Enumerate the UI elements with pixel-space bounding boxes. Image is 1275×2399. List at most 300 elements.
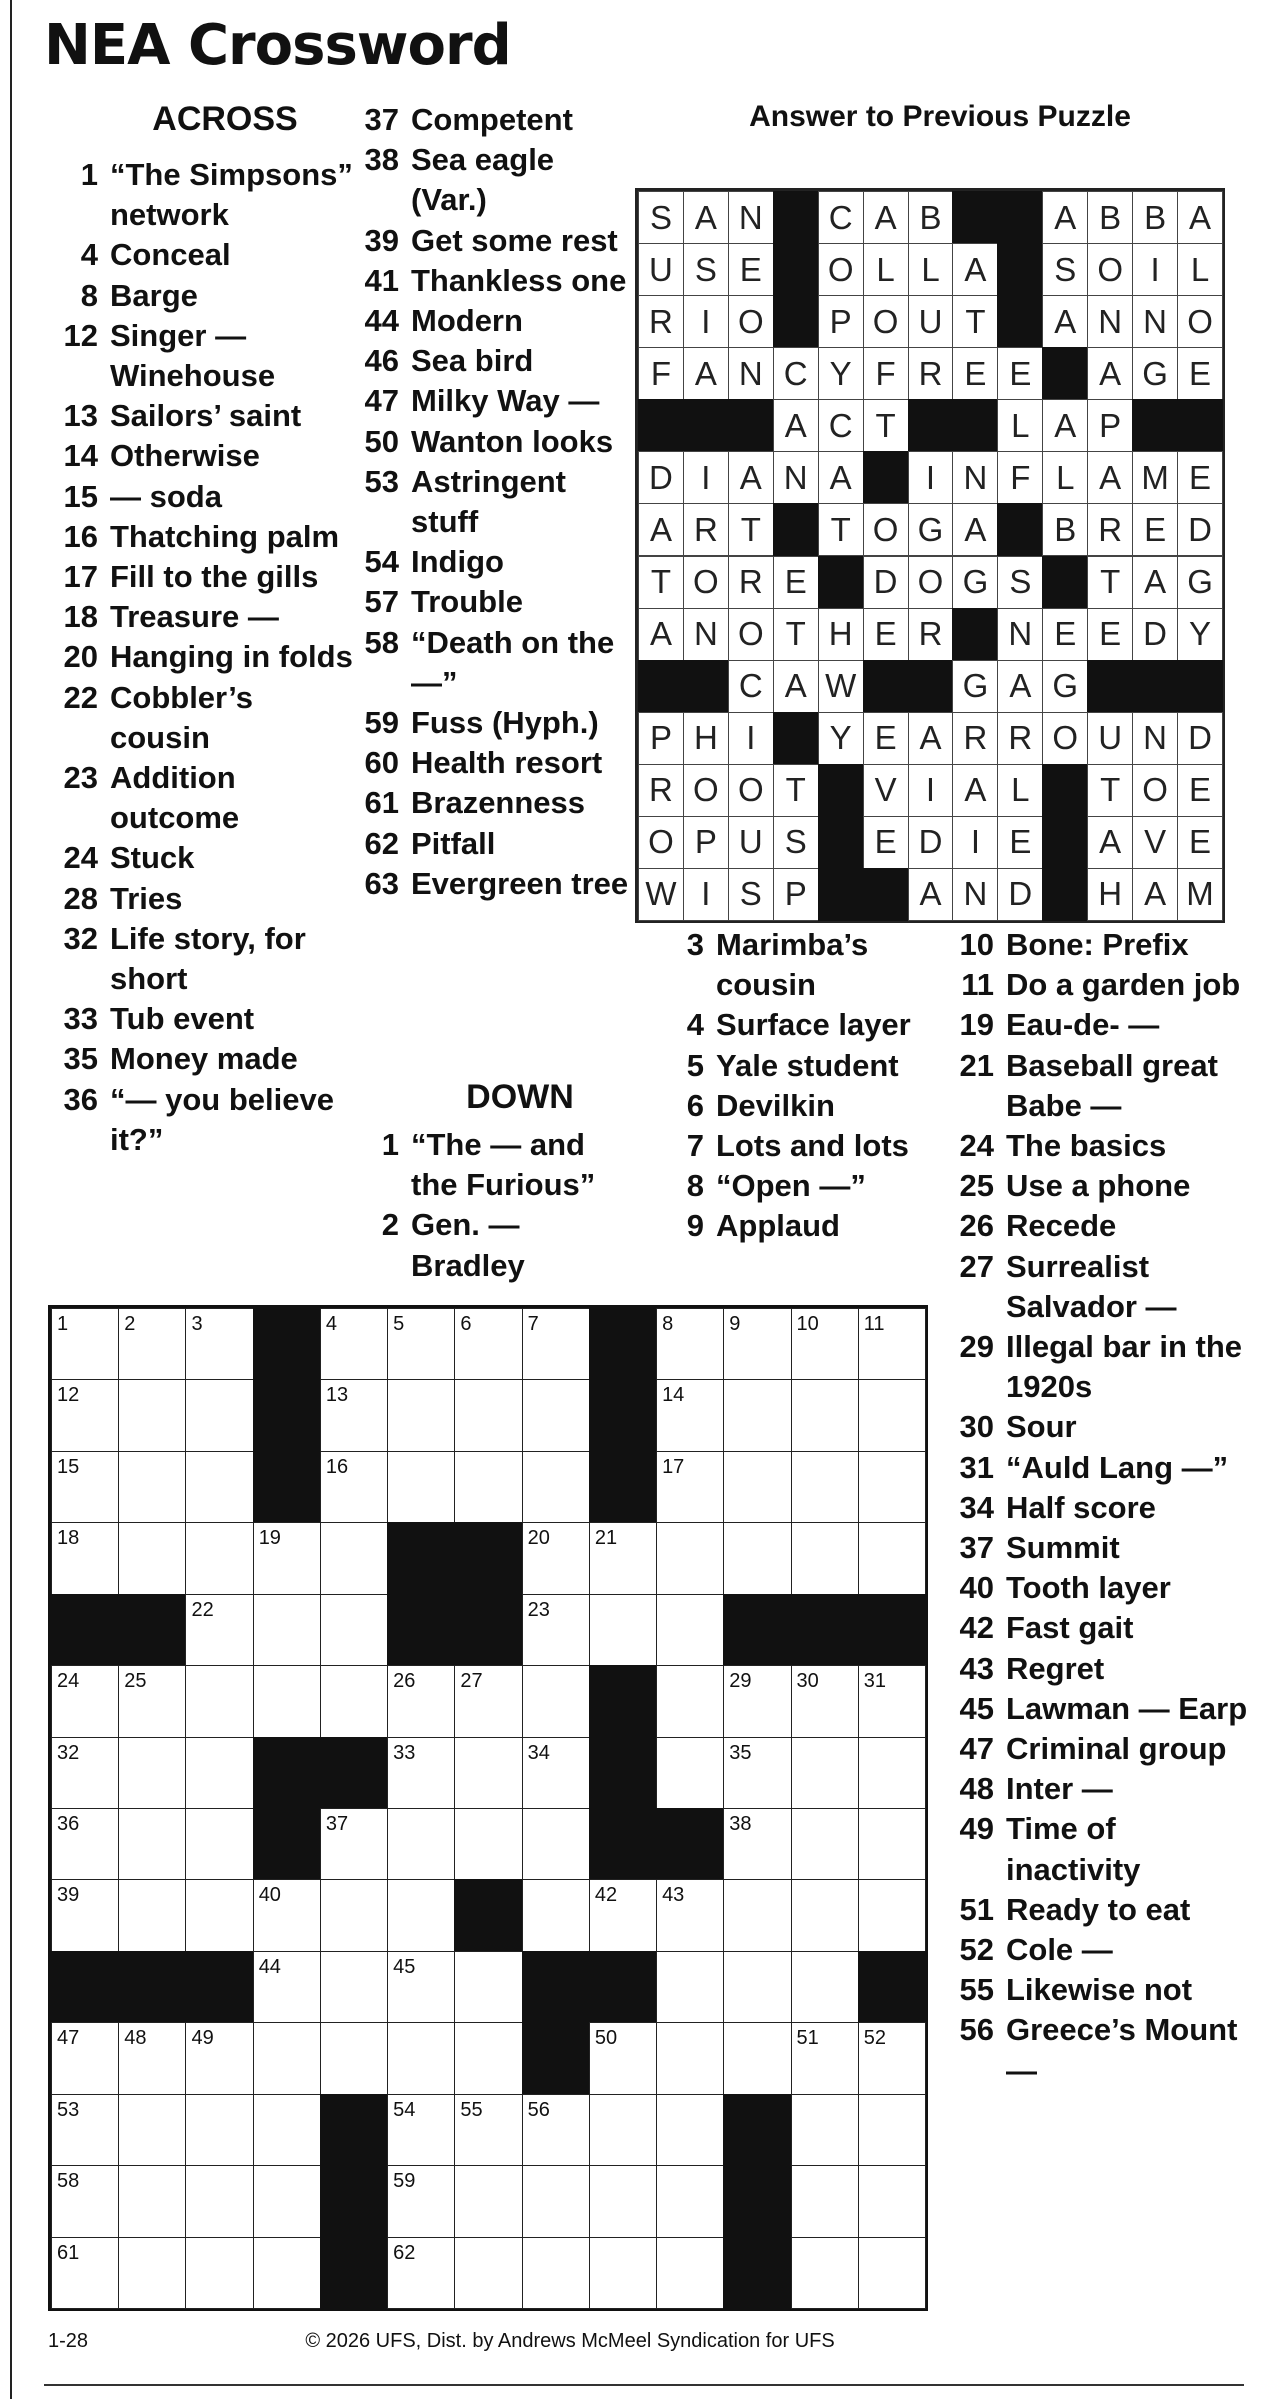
grid-cell[interactable] xyxy=(723,1308,791,1380)
grid-cell[interactable] xyxy=(185,1522,253,1594)
answer-letter-cell: L xyxy=(1177,243,1223,296)
grid-cell[interactable] xyxy=(723,1951,791,2023)
grid-cell[interactable] xyxy=(858,2022,926,2094)
grid-cell[interactable] xyxy=(118,2165,186,2237)
grid-cell[interactable] xyxy=(589,2237,657,2309)
clue-number: 32 xyxy=(63,920,98,956)
down-clue-5 xyxy=(660,1046,960,1086)
answer-letter-cell: A xyxy=(773,399,819,452)
grid-cell[interactable] xyxy=(185,1594,253,1666)
grid-cell[interactable] xyxy=(656,1879,724,1951)
clue-number: 20 xyxy=(63,639,98,675)
answer-letter-cell: I xyxy=(728,712,774,765)
grid-cell[interactable] xyxy=(253,2237,321,2309)
grid-block-cell xyxy=(320,1737,388,1809)
grid-cell[interactable] xyxy=(387,1879,455,1951)
grid-cell[interactable] xyxy=(454,1379,522,1451)
grid-cell[interactable] xyxy=(656,1951,724,2023)
answer-letter-cell: B xyxy=(1132,191,1178,244)
grid-cell[interactable] xyxy=(185,2094,253,2166)
answer-letter-cell: O xyxy=(638,816,684,869)
clue-number: 9 xyxy=(686,1208,704,1244)
answer-block-cell xyxy=(773,503,819,556)
cell-number: 27 xyxy=(460,1670,483,1693)
answer-letter-cell: E xyxy=(997,816,1043,869)
clue-text: “Death on the —” xyxy=(411,624,615,700)
grid-block-cell xyxy=(723,1594,791,1666)
clue-text: Marimba’s cousin xyxy=(716,927,869,1003)
grid-block-cell xyxy=(253,1737,321,1809)
cell-number: 39 xyxy=(57,1884,80,1907)
grid-cell[interactable] xyxy=(723,1879,791,1951)
down-clues-col3 xyxy=(950,925,1255,2091)
grid-cell[interactable] xyxy=(118,1665,186,1737)
answer-letter-cell: G xyxy=(1132,347,1178,400)
clue-number: 44 xyxy=(364,303,399,339)
down-clue-1 xyxy=(355,1125,635,1205)
grid-cell[interactable] xyxy=(118,1522,186,1594)
clue-text: Astringent stuff xyxy=(411,463,566,540)
grid-cell[interactable] xyxy=(723,1379,791,1451)
grid-cell[interactable] xyxy=(118,1308,186,1380)
grid-cell[interactable] xyxy=(723,1522,791,1594)
grid-cell[interactable] xyxy=(589,2094,657,2166)
answer-block-cell xyxy=(1042,347,1088,400)
clue-number: 47 xyxy=(364,383,399,419)
answer-letter-cell: E xyxy=(863,608,909,661)
grid-cell[interactable] xyxy=(858,1379,926,1451)
grid-cell[interactable] xyxy=(387,2094,455,2166)
grid-cell[interactable] xyxy=(791,1665,859,1737)
clue-number: 33 xyxy=(63,1001,98,1037)
clue-number: 38 xyxy=(364,142,399,178)
grid-cell[interactable] xyxy=(454,2022,522,2094)
answer-letter-cell: M xyxy=(1132,451,1178,504)
grid-cell[interactable] xyxy=(51,2165,119,2237)
grid-cell[interactable] xyxy=(656,1379,724,1451)
answer-letter-cell: G xyxy=(1177,556,1223,609)
answer-letter-cell: F xyxy=(863,347,909,400)
grid-cell[interactable] xyxy=(51,1308,119,1380)
grid-cell[interactable] xyxy=(791,1737,859,1809)
grid-cell[interactable] xyxy=(387,1379,455,1451)
grid-cell[interactable] xyxy=(791,2237,859,2309)
grid-cell[interactable] xyxy=(656,2094,724,2166)
grid-cell[interactable] xyxy=(858,1665,926,1737)
cell-number: 14 xyxy=(662,1384,685,1407)
answer-block-cell xyxy=(773,712,819,765)
grid-cell[interactable] xyxy=(454,1451,522,1523)
answer-letter-cell: R xyxy=(908,347,954,400)
grid-block-cell xyxy=(253,1308,321,1380)
grid-cell[interactable] xyxy=(51,2237,119,2309)
clue-number: 51 xyxy=(959,1891,994,1927)
down-clues-col2 xyxy=(660,925,960,1247)
grid-block-cell xyxy=(185,1951,253,2023)
answer-block-cell xyxy=(997,503,1043,556)
clue-number: 34 xyxy=(959,1489,994,1525)
across-clue-12 xyxy=(54,316,354,396)
grid-cell[interactable] xyxy=(723,2022,791,2094)
grid-cell[interactable] xyxy=(791,2165,859,2237)
grid-cell[interactable] xyxy=(320,1451,388,1523)
across-clue-14 xyxy=(54,436,354,476)
grid-cell[interactable] xyxy=(858,1879,926,1951)
grid-cell[interactable] xyxy=(51,1522,119,1594)
clue-text: Evergreen tree xyxy=(411,865,629,901)
answer-letter-cell: D xyxy=(1177,503,1223,556)
cell-number: 1 xyxy=(57,1313,69,1335)
grid-cell[interactable] xyxy=(791,1379,859,1451)
grid-cell[interactable] xyxy=(454,1737,522,1809)
answer-letter-cell: H xyxy=(1087,868,1133,921)
grid-cell[interactable] xyxy=(656,1665,724,1737)
grid-cell[interactable] xyxy=(723,1451,791,1523)
grid-cell[interactable] xyxy=(185,1808,253,1880)
grid-cell[interactable] xyxy=(118,1879,186,1951)
clue-text: Baseball great Babe — xyxy=(1006,1047,1218,1123)
grid-cell[interactable] xyxy=(791,1951,859,2023)
grid-cell[interactable] xyxy=(522,1451,590,1523)
grid-block-cell xyxy=(320,2094,388,2166)
clue-text: Inter — xyxy=(1006,1771,1113,1807)
grid-block-cell xyxy=(118,1951,186,2023)
grid-cell[interactable] xyxy=(454,1808,522,1880)
grid-cell[interactable] xyxy=(858,1522,926,1594)
grid-cell[interactable] xyxy=(185,2165,253,2237)
answer-letter-cell: G xyxy=(1042,660,1088,713)
answer-block-cell xyxy=(683,399,729,452)
clue-text: Life story, for short xyxy=(110,920,306,997)
answer-letter-cell: T xyxy=(1087,556,1133,609)
answer-letter-cell: A xyxy=(683,191,729,244)
grid-cell[interactable] xyxy=(118,2094,186,2166)
cell-number: 6 xyxy=(460,1313,472,1335)
clue-text: Barge xyxy=(110,277,198,313)
grid-cell[interactable] xyxy=(320,1951,388,2023)
grid-cell[interactable] xyxy=(656,2237,724,2309)
grid-cell[interactable] xyxy=(858,2165,926,2237)
answer-letter-cell: S xyxy=(638,191,684,244)
grid-cell[interactable] xyxy=(387,2022,455,2094)
grid-cell[interactable] xyxy=(320,2022,388,2094)
grid-cell[interactable] xyxy=(253,2022,321,2094)
grid-cell[interactable] xyxy=(791,1879,859,1951)
grid-block-cell xyxy=(589,1308,657,1380)
down-clue-30 xyxy=(950,1407,1255,1447)
cell-number: 54 xyxy=(393,2098,416,2121)
grid-cell[interactable] xyxy=(320,1879,388,1951)
grid-cell[interactable] xyxy=(185,1879,253,1951)
grid-cell[interactable] xyxy=(454,1951,522,2023)
clue-text: The basics xyxy=(1006,1128,1167,1164)
grid-cell[interactable] xyxy=(253,2165,321,2237)
answer-letter-cell: A xyxy=(683,347,729,400)
cell-number: 32 xyxy=(57,1741,80,1764)
grid-block-cell xyxy=(253,1379,321,1451)
grid-cell[interactable] xyxy=(522,1522,590,1594)
clue-text: Surrealist Salvador — xyxy=(1006,1248,1177,1324)
grid-cell[interactable] xyxy=(253,1665,321,1737)
grid-cell[interactable] xyxy=(387,2165,455,2237)
answer-block-cell xyxy=(997,295,1043,348)
grid-cell[interactable] xyxy=(522,2237,590,2309)
grid-cell[interactable] xyxy=(253,1951,321,2023)
grid-cell[interactable] xyxy=(118,1451,186,1523)
cell-number: 30 xyxy=(796,1670,819,1693)
answer-letter-cell: G xyxy=(952,556,998,609)
grid-cell[interactable] xyxy=(589,2165,657,2237)
answer-letter-cell: P xyxy=(818,295,864,348)
answer-block-cell xyxy=(997,191,1043,244)
clue-number: 56 xyxy=(959,2012,994,2048)
answer-block-cell xyxy=(818,816,864,869)
down-clue-48 xyxy=(950,1769,1255,1809)
grid-cell[interactable] xyxy=(858,1808,926,1880)
clue-text: Wanton looks xyxy=(411,423,614,459)
grid-cell[interactable] xyxy=(791,2094,859,2166)
grid-cell[interactable] xyxy=(858,2237,926,2309)
grid-cell[interactable] xyxy=(320,1308,388,1380)
clue-number: 48 xyxy=(959,1771,994,1807)
grid-cell[interactable] xyxy=(320,1594,388,1666)
down-clue-34 xyxy=(950,1488,1255,1528)
grid-cell[interactable] xyxy=(522,2094,590,2166)
grid-cell[interactable] xyxy=(656,1737,724,1809)
answer-letter-cell: A xyxy=(1042,295,1088,348)
down-clue-31 xyxy=(950,1448,1255,1488)
grid-cell[interactable] xyxy=(118,1737,186,1809)
grid-cell[interactable] xyxy=(589,1594,657,1666)
grid-cell[interactable] xyxy=(387,1951,455,2023)
grid-cell[interactable] xyxy=(791,1522,859,1594)
grid-cell[interactable] xyxy=(387,2237,455,2309)
grid-cell[interactable] xyxy=(454,2237,522,2309)
answer-letter-cell: A xyxy=(638,608,684,661)
across-clue-22 xyxy=(54,678,354,758)
cell-number: 34 xyxy=(527,1741,550,1764)
grid-block-cell xyxy=(589,1951,657,2023)
answer-letter-cell: A xyxy=(952,503,998,556)
grid-cell[interactable] xyxy=(656,1451,724,1523)
grid-cell[interactable] xyxy=(118,2237,186,2309)
clue-text: Tub event xyxy=(110,1001,255,1037)
grid-cell[interactable] xyxy=(589,2022,657,2094)
grid-cell[interactable] xyxy=(253,1879,321,1951)
clue-number: 4 xyxy=(686,1007,704,1043)
grid-cell[interactable] xyxy=(118,1379,186,1451)
grid-cell[interactable] xyxy=(656,1522,724,1594)
grid-cell[interactable] xyxy=(656,2022,724,2094)
clue-text: Summit xyxy=(1006,1530,1120,1566)
grid-cell[interactable] xyxy=(522,1594,590,1666)
cell-number: 49 xyxy=(191,2027,214,2050)
grid-cell[interactable] xyxy=(118,2022,186,2094)
grid-cell[interactable] xyxy=(723,1737,791,1809)
grid-cell[interactable] xyxy=(387,1308,455,1380)
grid-cell[interactable] xyxy=(387,1808,455,1880)
bottom-rule xyxy=(44,2384,1244,2386)
grid-cell[interactable] xyxy=(723,1808,791,1880)
grid-cell[interactable] xyxy=(387,1665,455,1737)
grid-cell[interactable] xyxy=(51,2094,119,2166)
clue-number: 27 xyxy=(959,1248,994,1284)
answer-letter-cell: S xyxy=(997,556,1043,609)
page-title: NEA Crossword xyxy=(44,13,511,78)
grid-cell[interactable] xyxy=(656,1594,724,1666)
grid-block-cell xyxy=(118,1594,186,1666)
answer-letter-cell: H xyxy=(683,712,729,765)
clue-text: — soda xyxy=(110,478,222,514)
grid-cell[interactable] xyxy=(185,2022,253,2094)
grid-cell[interactable] xyxy=(185,1737,253,1809)
grid-cell[interactable] xyxy=(387,1451,455,1523)
clue-number: 28 xyxy=(63,880,98,916)
grid-cell[interactable] xyxy=(858,2094,926,2166)
grid-cell[interactable] xyxy=(656,2165,724,2237)
grid-cell[interactable] xyxy=(454,1665,522,1737)
grid-cell[interactable] xyxy=(522,1379,590,1451)
cell-number: 38 xyxy=(729,1813,752,1835)
answer-letter-cell: I xyxy=(683,451,729,504)
grid-cell[interactable] xyxy=(118,1808,186,1880)
answer-letter-cell: W xyxy=(638,868,684,921)
cell-number: 2 xyxy=(124,1313,136,1335)
clue-text: Use a phone xyxy=(1006,1168,1191,1204)
clue-number: 29 xyxy=(959,1329,994,1365)
grid-cell[interactable] xyxy=(858,1451,926,1523)
clue-text: Fill to the gills xyxy=(110,559,319,595)
grid-cell[interactable] xyxy=(522,1308,590,1380)
grid-cell[interactable] xyxy=(791,2022,859,2094)
answer-letter-cell: E xyxy=(1087,608,1133,661)
grid-block-cell xyxy=(253,1451,321,1523)
grid-cell[interactable] xyxy=(185,1379,253,1451)
grid-cell[interactable] xyxy=(253,2094,321,2166)
grid-cell[interactable] xyxy=(320,1522,388,1594)
grid-cell[interactable] xyxy=(253,1522,321,1594)
answer-letter-cell: E xyxy=(1132,503,1178,556)
clue-text: Trouble xyxy=(411,584,523,620)
grid-cell[interactable] xyxy=(185,1451,253,1523)
answer-letter-cell: C xyxy=(728,660,774,713)
clue-number: 5 xyxy=(686,1047,704,1083)
answer-letter-cell: E xyxy=(773,556,819,609)
answer-letter-cell: O xyxy=(1177,295,1223,348)
grid-cell[interactable] xyxy=(454,1308,522,1380)
clue-number: 57 xyxy=(364,584,399,620)
answer-letter-cell: A xyxy=(1087,451,1133,504)
crossword-grid[interactable] xyxy=(48,1305,928,2311)
grid-cell[interactable] xyxy=(51,1379,119,1451)
answer-letter-cell: U xyxy=(638,243,684,296)
grid-cell[interactable] xyxy=(320,1665,388,1737)
grid-cell[interactable] xyxy=(791,1308,859,1380)
grid-cell[interactable] xyxy=(723,1665,791,1737)
answer-letter-cell: N xyxy=(952,868,998,921)
answer-letter-cell: A xyxy=(908,868,954,921)
answer-block-cell xyxy=(818,764,864,817)
clue-number: 54 xyxy=(364,544,399,580)
across-clue-62 xyxy=(355,824,635,864)
cell-number: 33 xyxy=(393,1741,416,1764)
grid-cell[interactable] xyxy=(51,1808,119,1880)
cell-number: 25 xyxy=(124,1670,147,1693)
cell-number: 42 xyxy=(594,1884,618,1907)
cell-number: 51 xyxy=(796,2027,819,2050)
grid-cell[interactable] xyxy=(185,1308,253,1380)
across-clue-41 xyxy=(355,261,635,301)
clue-text: Addition outcome xyxy=(110,760,240,836)
grid-cell[interactable] xyxy=(454,2165,522,2237)
cell-number: 22 xyxy=(191,1598,214,1621)
grid-cell[interactable] xyxy=(51,1451,119,1523)
grid-cell[interactable] xyxy=(320,1808,388,1880)
cell-number: 24 xyxy=(57,1670,80,1693)
grid-cell[interactable] xyxy=(51,1665,119,1737)
grid-cell[interactable] xyxy=(387,1737,455,1809)
clue-number: 21 xyxy=(959,1047,994,1083)
clue-number: 3 xyxy=(686,927,704,962)
answer-letter-cell: P xyxy=(683,816,729,869)
clue-number: 13 xyxy=(63,398,98,434)
down-clue-21 xyxy=(950,1046,1255,1126)
clue-text: “Open —” xyxy=(716,1168,866,1204)
clue-text: Greece’s Mount — xyxy=(1006,2012,1238,2088)
answer-letter-cell: I xyxy=(683,295,729,348)
answer-letter-cell: P xyxy=(1087,399,1133,452)
grid-cell[interactable] xyxy=(791,1451,859,1523)
grid-cell[interactable] xyxy=(185,1665,253,1737)
clue-text: Treasure — xyxy=(110,599,279,635)
across-clue-58 xyxy=(355,623,635,703)
grid-cell[interactable] xyxy=(858,1308,926,1380)
grid-cell[interactable] xyxy=(656,1308,724,1380)
answer-letter-cell: A xyxy=(997,660,1043,713)
grid-cell[interactable] xyxy=(522,1879,590,1951)
clue-number: 59 xyxy=(364,705,399,741)
grid-cell[interactable] xyxy=(51,1879,119,1951)
cell-number: 53 xyxy=(57,2098,80,2121)
answer-block-cell xyxy=(1132,660,1178,713)
across-clues-col2 xyxy=(355,100,635,904)
grid-cell[interactable] xyxy=(51,1737,119,1809)
grid-cell[interactable] xyxy=(589,1522,657,1594)
grid-cell[interactable] xyxy=(51,2022,119,2094)
grid-cell[interactable] xyxy=(522,1665,590,1737)
grid-cell[interactable] xyxy=(320,1379,388,1451)
grid-cell[interactable] xyxy=(858,1737,926,1809)
clue-number: 36 xyxy=(63,1081,98,1117)
grid-cell[interactable] xyxy=(522,1737,590,1809)
grid-cell[interactable] xyxy=(522,2165,590,2237)
across-clue-38 xyxy=(355,140,635,220)
across-clue-44 xyxy=(355,301,635,341)
answer-letter-cell: N xyxy=(1132,295,1178,348)
grid-cell[interactable] xyxy=(454,2094,522,2166)
clue-text: Lawman — Earp xyxy=(1006,1690,1248,1726)
grid-cell[interactable] xyxy=(522,1808,590,1880)
answer-letter-cell: O xyxy=(863,503,909,556)
answer-letter-cell: T xyxy=(728,503,774,556)
grid-cell[interactable] xyxy=(791,1808,859,1880)
clue-text: Otherwise xyxy=(110,438,260,474)
grid-cell[interactable] xyxy=(253,1594,321,1666)
down-clue-6 xyxy=(660,1086,960,1126)
grid-cell[interactable] xyxy=(589,1879,657,1951)
answer-letter-cell: O xyxy=(728,764,774,817)
grid-cell[interactable] xyxy=(185,2237,253,2309)
